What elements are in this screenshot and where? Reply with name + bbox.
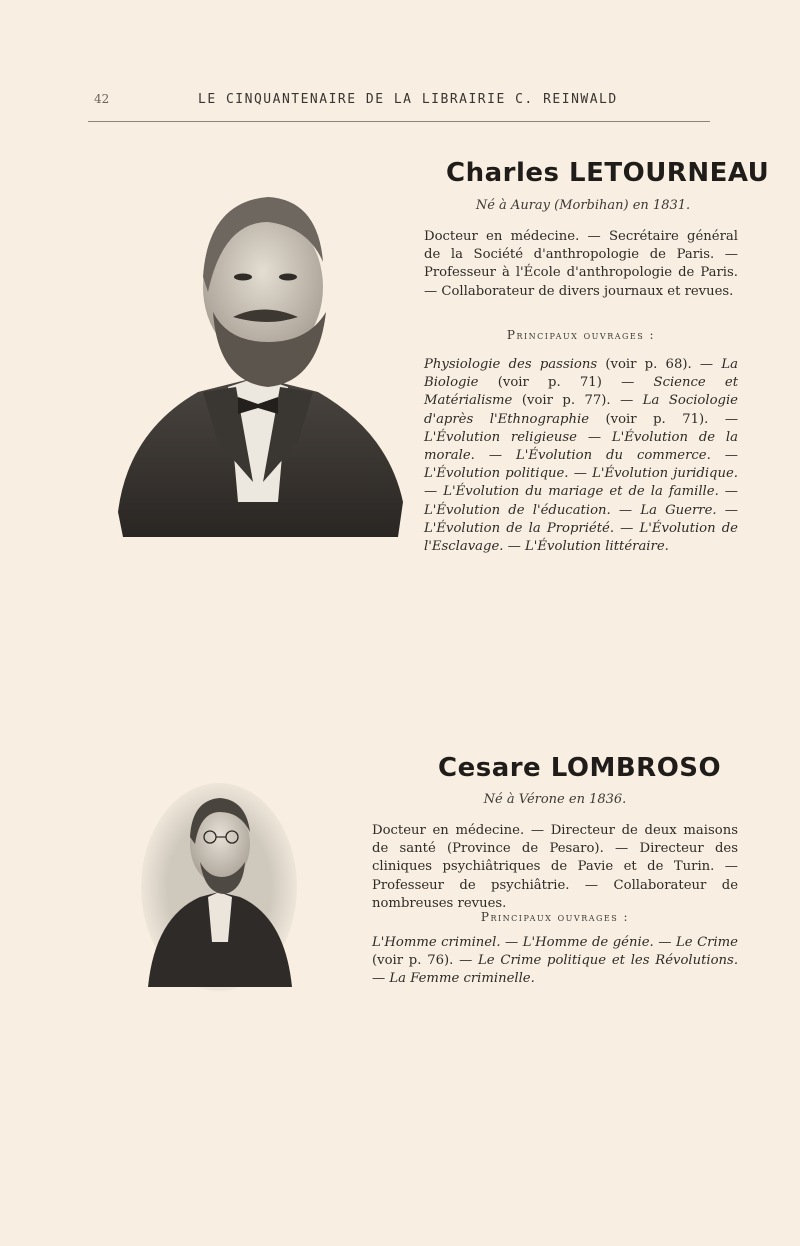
work-title: L'Évolution de l'Esclavage. bbox=[424, 520, 738, 555]
works-heading-lombroso: Principaux ouvrages : bbox=[480, 910, 630, 924]
work-title: La Biologie bbox=[424, 357, 738, 391]
work-title: Le Crime bbox=[675, 935, 738, 950]
page-number: 42 bbox=[94, 92, 110, 106]
birth-lombroso: Né à Vérone en 1836. bbox=[483, 792, 627, 807]
work-ref: (voir p. 71) — bbox=[478, 375, 654, 391]
work-ref: (voir p. 76). — bbox=[372, 953, 479, 969]
work-ref: (voir p. 68). — bbox=[597, 357, 722, 372]
work-title: L'Évolution politique. bbox=[424, 466, 569, 482]
work-title: Le Crime politique et les Révolutions. bbox=[478, 953, 739, 969]
work-ref: — bbox=[424, 484, 444, 500]
header-rule bbox=[88, 121, 710, 122]
work-ref: (voir p. 77). — bbox=[512, 393, 643, 409]
work-title: La Guerre. bbox=[640, 502, 717, 518]
work-ref: — bbox=[653, 935, 676, 950]
work-title: L'Homme criminel. bbox=[372, 935, 501, 950]
work-ref: — bbox=[710, 448, 738, 464]
work-ref: — bbox=[718, 484, 738, 500]
work-ref: — bbox=[716, 502, 738, 518]
works-lombroso bbox=[372, 934, 738, 989]
work-title: L'Évolution du commerce. bbox=[516, 448, 711, 464]
bio-letourneau: Docteur en médecine. — Secrétaire général de la Société d'anthropologie de Paris. — Professeur à l'École d'anthropologie de Paris. — Collaborateur de divers journaux et revues. bbox=[424, 229, 738, 299]
work-ref: — bbox=[503, 539, 526, 555]
work-ref: — bbox=[474, 448, 516, 464]
bio-lombroso: Docteur en médecine. — Directeur de deux maisons de santé (Province de Pesaro). — Directeur des cliniques psychiâtriques de Pavie et de Turin. — Professeur de psychiâtrie. — Collaborateur de nombreuses revues. bbox=[372, 823, 738, 911]
running-title: LE CINQUANTENAIRE DE LA LIBRAIRIE C. REINWALD bbox=[198, 92, 618, 107]
work-title: L'Évolution littéraire. bbox=[525, 539, 669, 555]
name-lombroso: Cesare LOMBROSO bbox=[438, 753, 722, 783]
work-title: La Femme criminelle. bbox=[389, 971, 535, 987]
work-title: L'Évolution de l'éducation. bbox=[424, 502, 611, 518]
work-title: Science et Matérialisme bbox=[424, 375, 739, 409]
works-heading-letourneau: Principaux ouvrages : bbox=[506, 328, 656, 342]
portrait-letourneau bbox=[108, 182, 408, 542]
work-ref: — bbox=[568, 466, 593, 482]
work-ref: — bbox=[577, 429, 612, 445]
name-letourneau: Charles LETOURNEAU bbox=[446, 158, 770, 188]
work-ref: — bbox=[372, 971, 390, 987]
portrait-lombroso bbox=[140, 782, 298, 992]
works-letourneau bbox=[424, 356, 738, 556]
work-ref: (voir p. 71). — bbox=[589, 411, 739, 427]
work-title: Physiologie des passions bbox=[424, 357, 598, 372]
work-title: L'Évolution de la morale. bbox=[424, 429, 739, 464]
work-ref: — bbox=[500, 935, 523, 950]
work-title: L'Évolution religieuse bbox=[424, 429, 577, 445]
work-title: L'Évolution de la Propriété. bbox=[424, 520, 615, 536]
work-title: La Sociologie d'après l'Ethnographie bbox=[424, 393, 738, 427]
work-title: L'Homme de génie. bbox=[522, 935, 654, 950]
work-ref: — bbox=[614, 520, 640, 536]
work-ref: — bbox=[610, 502, 641, 518]
birth-letourneau: Né à Auray (Morbihan) en 1831. bbox=[475, 198, 691, 213]
work-title: L'Évolution du mariage et de la famille. bbox=[443, 484, 719, 500]
work-title: L'Évolution juridique. bbox=[592, 466, 738, 482]
